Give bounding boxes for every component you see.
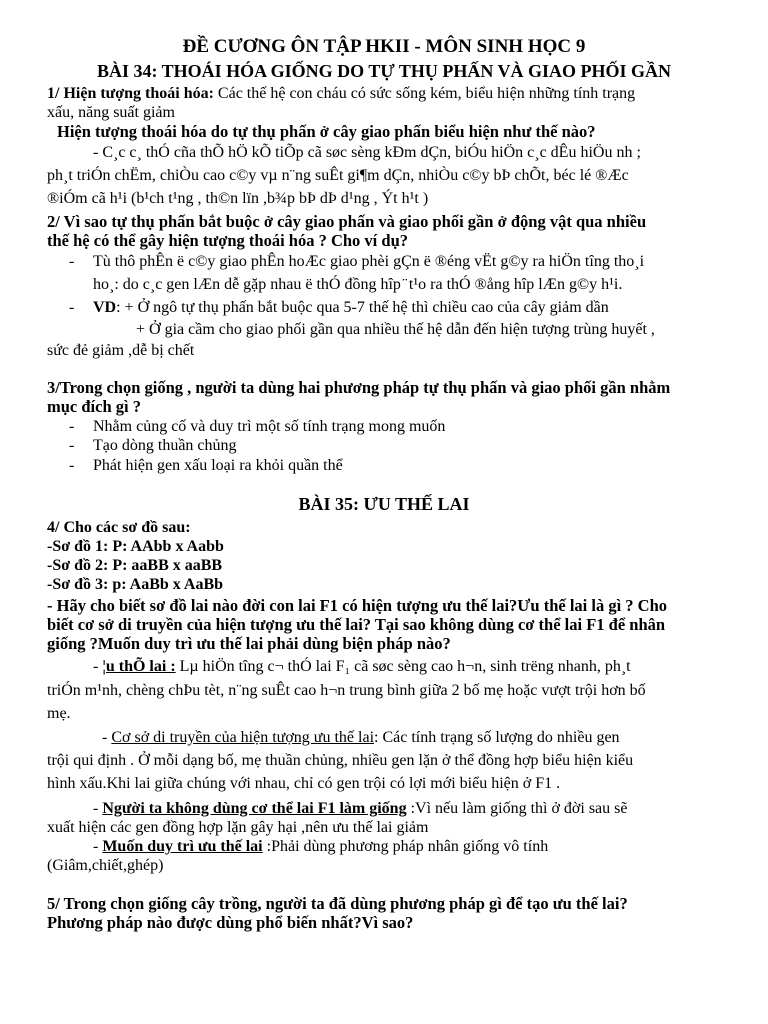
- q4-answer-1-line-1: [93, 657, 631, 676]
- q1-line-1: [47, 84, 635, 103]
- q1-answer-1: - C¸c c¸ thÓ cña thÕ hÖ kÕ tiÕp cã søc sèng kÐm dÇn, biÓu hiÖn c¸c dÊu hiÖu nh ;: [93, 144, 641, 161]
- q2-bullet-1: -: [69, 253, 75, 270]
- q4-scheme-3: -Sơ đồ 3: p: AaBb x AaBb: [47, 576, 224, 593]
- q4-answer-4-line-2: (Giâm,chiết,ghép): [47, 857, 164, 874]
- q2-line-2: thế hệ có thể gây hiện tượng thoái hóa ? Cho ví dụ?: [47, 231, 408, 250]
- q1-answer-3: ®iÓm cã h¹i (b¹ch t¹ng , th©n lïn ,b¾p bÞ dÞ d¹ng , Ýt h¹t ): [47, 190, 429, 207]
- q4-answer-1-line-2: triÓn m¹nh, chèng chÞu tèt, n¨ng suÊt cao h¬n trung bình giữa 2 bố mẹ hoặc vượt trội hơn bố: [47, 682, 646, 699]
- q1-label: 1/ Hiện tượng thoái hóa:: [47, 85, 214, 102]
- a4-dash: -: [93, 838, 99, 855]
- q2-bullet-2: -: [69, 299, 75, 316]
- q4-label: 4/ Cho các sơ đồ sau:: [47, 519, 191, 536]
- a3-dash: -: [93, 800, 99, 817]
- q3-line-1: 3/Trong chọn giống , người ta dùng hai phương pháp tự thụ phấn và giao phối gần nhằm: [47, 378, 671, 397]
- a4-text-1: :Phải dùng phương pháp nhân giống vô tính: [262, 838, 549, 855]
- vd-label: VD: [93, 299, 117, 316]
- a4-label: Muốn duy trì ưu thế lai: [102, 838, 263, 855]
- a3-text-1: :Vì nếu làm giống thì ở đời sau sẽ: [406, 800, 628, 817]
- a1-text-1: Lµ hiÖn tîng c¬ thÓ lai F₁ cã søc sèng cao h¬n, sinh trëng nhanh, ph¸t: [175, 658, 631, 675]
- a2-dash: -: [102, 729, 108, 746]
- q4-question-2: biết cơ sở di truyền của hiện tượng ưu thế lai? Tại sao không dùng cơ thể lai F1 để nhân: [47, 615, 666, 634]
- q4-answer-2-line-1: [102, 728, 620, 747]
- q4-answer-2-line-3: hình xấu.Khi lai giữa chúng với nhau, chỉ có gen trội có lợi mới biểu hiện ở F1 .: [47, 775, 561, 792]
- q1-answer-2: ph¸t triÓn chËm, chiÒu cao c©y vµ n¨ng suÊt gi¶m dÇn, nhiÒu c©y bÞ chÕt, béc lé ®Æc: [47, 167, 629, 184]
- q2-line-1: 2/ Vì sao tự thụ phấn bắt buộc ở cây giao phấn và giao phối gần ở động vật qua nhiều: [47, 212, 647, 231]
- lesson-35-title: BÀI 35: ƯU THẾ LAI: [298, 494, 470, 514]
- a3-label: Người ta không dùng cơ thể lai F1 làm giống: [102, 800, 407, 817]
- q5-line-1: 5/ Trong chọn giống cây trồng, người ta đã dùng phương pháp gì để tạo ưu thế lai?: [47, 894, 628, 913]
- q1-sub-question: Hiện tượng thoái hóa do tự thụ phấn ở cây giao phấn biểu hiện như thế nào?: [57, 122, 596, 141]
- a2-text-1: : Các tính trạng số lượng do nhiều gen: [374, 729, 620, 746]
- q3-item-1: Nhằm củng cố và duy trì một số tính trạng mong muốn: [93, 418, 446, 435]
- q3-bullet-1: -: [69, 418, 75, 435]
- q2-answer-1: Tù thô phÊn ë c©y giao phÊn hoÆc giao phèi gÇn ë ®éng vËt g©y ra hiÖn tîng tho¸i: [93, 253, 645, 270]
- q5-line-2: Phương pháp nào được dùng phổ biến nhất?Vì sao?: [47, 913, 414, 932]
- q3-item-3: Phát hiện gen xấu loại ra khỏi quần thể: [93, 457, 343, 474]
- lesson-34-title: BÀI 34: THOÁI HÓA GIỐNG DO TỰ THỤ PHẤN VÀ GIAO PHỐI GẦN: [96, 61, 672, 81]
- q2-example-3: sức đẻ giảm ,dễ bị chết: [47, 342, 195, 359]
- q4-scheme-1: -Sơ đồ 1: P: AAbb x Aabb: [47, 538, 224, 555]
- q4-answer-4-line-1: [93, 837, 548, 856]
- q4-answer-2-line-2: trội qui định . Ở mỗi dạng bố, mẹ thuần chủng, nhiều gen lặn ở thể đồng hợp biểu hiện kiểu: [47, 752, 634, 769]
- q3-bullet-3: -: [69, 457, 75, 474]
- document-title: ĐỀ CƯƠNG ÔN TẬP HKII - MÔN SINH HỌC 9: [182, 36, 586, 57]
- q2-example-1: [93, 298, 609, 317]
- q1-line-2: xấu, năng suất giảm: [47, 104, 175, 121]
- q4-answer-3-line-2: xuất hiện các gen đồng hợp lặn gây hại ,nên ưu thế lai giảm: [47, 819, 429, 836]
- q4-question-1: - Hãy cho biết sơ đồ lai nào đời con lai F1 có hiện tượng ưu thế lai?Ưu thế lai là gì ? Cho: [47, 596, 668, 615]
- a1-label: ¦u thÕ lai :: [102, 658, 176, 675]
- q2-answer-2: ho¸: do c¸c gen lÆn dễ gặp nhau ë thÓ đồng hîp ̈ t¹o ra thÓ ®ång hîp lÆn g©y h¹i.: [93, 276, 623, 293]
- q2-example-2: + Ở gia cầm cho giao phối gần qua nhiều thế hệ dẫn đến hiện tượng trùng huyết ,: [136, 321, 655, 338]
- a1-dash: -: [93, 658, 99, 675]
- q3-line-2: mục đích gì ?: [47, 397, 141, 416]
- q4-answer-1-line-3: mẹ.: [47, 705, 71, 722]
- a2-label: Cơ sở di truyền của hiện tượng ưu thế lai: [111, 729, 375, 746]
- q4-answer-3-line-1: [93, 799, 627, 818]
- q4-scheme-2: -Sơ đồ 2: P: aaBB x aaBB: [47, 557, 223, 574]
- q1-text-a: Các thế hệ con cháu có sức sống kém, biểu hiện những tính trạng: [213, 85, 636, 102]
- q3-bullet-2: -: [69, 437, 75, 454]
- q3-item-2: Tạo dòng thuần chủng: [93, 437, 237, 454]
- vd-text-1: : + Ở ngô tự thụ phấn bắt buộc qua 5-7 thế hệ thì chiều cao của cây giảm dần: [116, 299, 609, 316]
- q4-question-3: giống ?Muốn duy trì ưu thế lai phải dùng biện pháp nào?: [47, 634, 451, 653]
